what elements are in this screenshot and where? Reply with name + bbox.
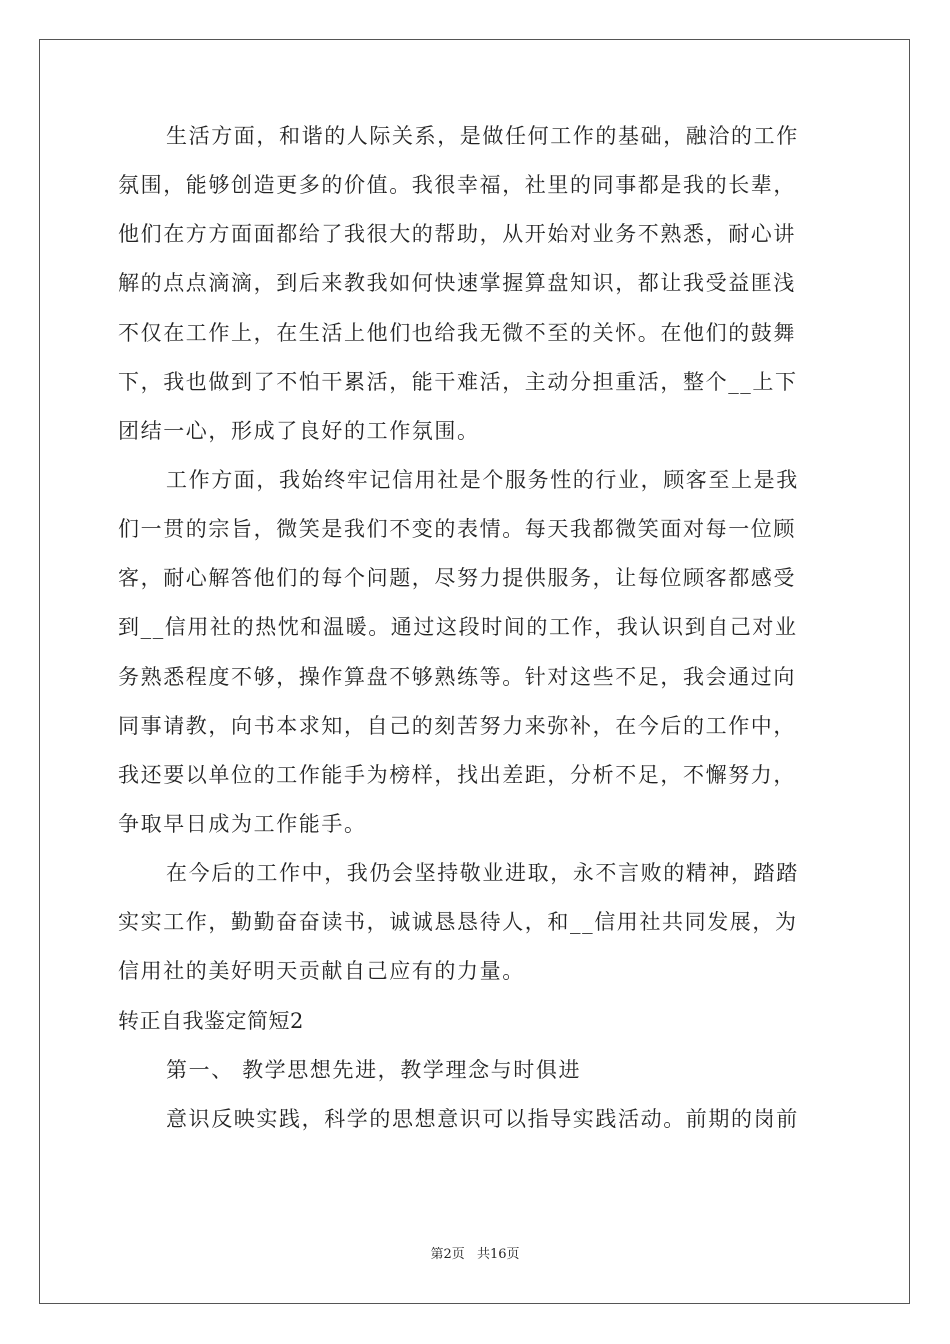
document-body — [118, 124, 832, 1156]
page-number: 第2页 — [430, 1247, 465, 1262]
paragraph-line: 意识反映实践，科学的思想意识可以指导实践活动。前期的岗前 — [166, 1106, 799, 1131]
paragraph-line: 务熟悉程度不够，操作算盘不够熟练等。针对这些不足，我会通过向 — [118, 664, 796, 689]
paragraph-line: 解的点点滴滴，到后来教我如何快速掌握算盘知识，都让我受益匪浅 — [118, 271, 796, 296]
page-total: 共16页 — [476, 1247, 520, 1262]
paragraph-line: 争取早日成为工作能手。 — [118, 811, 367, 836]
paragraph-line: 客，耐心解答他们的每个问题，尽努力提供服务，让每位顾客都感受 — [118, 566, 796, 591]
page-footer — [0, 1247, 950, 1263]
paragraph-line: 下，我也做到了不怕干累活，能干难活，主动分担重活，整个__上下 — [118, 369, 798, 394]
paragraph-line: 们一贯的宗旨，微笑是我们不变的表情。每天我都微笑面对每一位顾 — [118, 517, 796, 542]
paragraph-line: 到__信用社的热忱和温暖。通过这段时间的工作，我认识到自己对业 — [118, 615, 798, 640]
paragraph-line: 工作方面，我始终牢记信用社是个服务性的行业，顾客至上是我 — [166, 467, 799, 492]
paragraph-line: 他们在方方面面都给了我很大的帮助，从开始对业务不熟悉，耐心讲 — [118, 222, 796, 247]
paragraph-line: 生活方面，和谐的人际关系，是做任何工作的基础，融洽的工作 — [166, 124, 799, 148]
paragraph-line: 实实工作，勤勤奋奋读书，诚诚恳恳待人，和__信用社共同发展，为 — [118, 910, 798, 935]
paragraph-line: 团结一心，形成了良好的工作氛围。 — [118, 418, 480, 443]
paragraph-line: 不仅在工作上，在生活上他们也给我无微不至的关怀。在他们的鼓舞 — [118, 320, 796, 345]
paragraph-line: 氛围，能够创造更多的价值。我很幸福，社里的同事都是我的长辈， — [118, 173, 796, 198]
subsection-heading: 第一、 教学思想先进，教学理念与时俱进 — [166, 1057, 582, 1082]
paragraph-line: 信用社的美好明天贡献自己应有的力量。 — [118, 959, 525, 984]
paragraph-line: 同事请教，向书本求知，自己的刻苦努力来弥补，在今后的工作中， — [118, 713, 796, 738]
paragraph-line: 在今后的工作中，我仍会坚持敬业进取，永不言败的精神，踏踏 — [166, 861, 799, 886]
section-heading: 转正自我鉴定简短2 — [118, 1008, 304, 1033]
paragraph-line: 我还要以单位的工作能手为榜样，找出差距，分析不足，不懈努力， — [118, 762, 796, 787]
